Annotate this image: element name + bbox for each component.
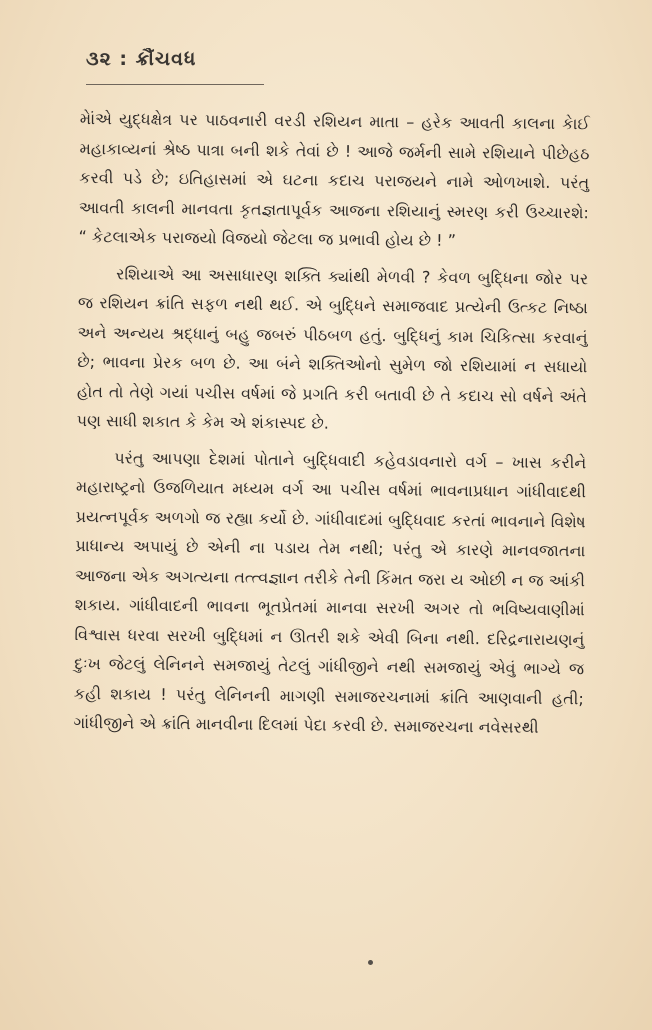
header-underline: [86, 84, 264, 85]
paragraph-2: રશિયાએ આ અસાધારણ શક્તિ ક્યાંથી મેળવી ? કેવળ બુદ્ધિના જોર પર જ રશિયન ક્રાંતિ સફળ નથી થઈ. એ બુદ્ધિને સમાજવાદ પ્રત્યેની ઉત્કટ નિષ્ઠા અને અન્યય શ્રદ્ધાનું બહુ જબરું પીઠબળ હતું. બુદ્ધિનું કામ ચિકિત્સા કરવાનું છે; ભાવના પ્રેરક બળ છે. આ બંને શક્તિઓનો સુમેળ જો રશિયામાં ન સધાયો હોત તો તેણે ગયાં પચીસ વર્ષમાં જે પ્રગતિ કરી બતાવી છે તે કદાચ સો વર્ષને અંતે પણ સાધી શકાત કે કેમ એ શંકાસ્પદ છે.: [76, 263, 589, 433]
body-text: [73, 104, 590, 750]
footer-dot: [368, 960, 373, 965]
running-header: ૩૨ : ક્રૌંચવધ: [86, 48, 197, 70]
paragraph-3: પરંતુ આપણા દેશમાં પોતાને બુદ્ધિવાદી કહેવડાવનારો વર્ગ – ખાસ કરીને મહારાષ્ટ્રનો ઉજળિયાત મધ્યમ વર્ગ આ પચીસ વર્ષમાં ભાવનાપ્રધાન ગાંધીવાદથી પ્રયત્નપૂર્વક અળગો જ રહ્યા કર્યો છે. ગાંધીવાદમાં બુદ્ધિવાદ કરતાં ભાવનાને વિશેષ પ્રાધાન્ય અપાયું છે એની ના પડાય તેમ નથી; પરંતુ એ કારણે માનવજાતના આજના એક અગત્યના તત્ત્વજ્ઞાન તરીકે તેની કિંમત જરા ય ઓછી ન જ આંકી શકાય. ગાંધીવાદની ભાવના ભૂતપ્રેતમાં માનવા સરખી અગર તો ભવિષ્યવાણીમાં વિશ્વાસ ધરવા સરખી બુદ્ધિમાં ન ઊતરી શકે એવી બિના નથી. દરિદ્રનારાયણનું દુઃખ જેટલું લેનિનને સમજાયું તેટલું ગાંધીજીને નથી સમજાયું એવું ભાગ્યે જ કહી શકાય ! પરંતુ લેનિનની માગણી સમાજરચનામાં ક્રાંતિ આણવાની હતી; ગાંધીજીને એ ક્રાંતિ માનવીના દિલમાં પેદા કરવી છે. સમાજરચના નવેસરથી: [73, 447, 587, 737]
paragraph-1: મેાંએ યુદ્ધક્ષેત્ર પર પાઠવનારી વરડી રશિયન માતા – હરેક આવતી કાલના કેાઈ મહાકાવ્યનાં શ્રેષ્ઠ પાત્રા બની શકે તેવાં છે ! આજે જર્મની સામે રશિયાને પીછેહઠ કરવી પડે છે; ઇતિહાસમાં એ ઘટના કદાચ પરાજયને નામે ઓળખાશે. પરંતુ આવતી કાલની માનવતા કૃતજ્ઞતાપૂર્વક આજના રશિયાનું સ્મરણ કરી ઉચ્ચારશે: “ કેટલાએક પરાજયો વિજયો જેટલા જ પ્રભાવી હોય છે ! ”: [78, 108, 590, 250]
